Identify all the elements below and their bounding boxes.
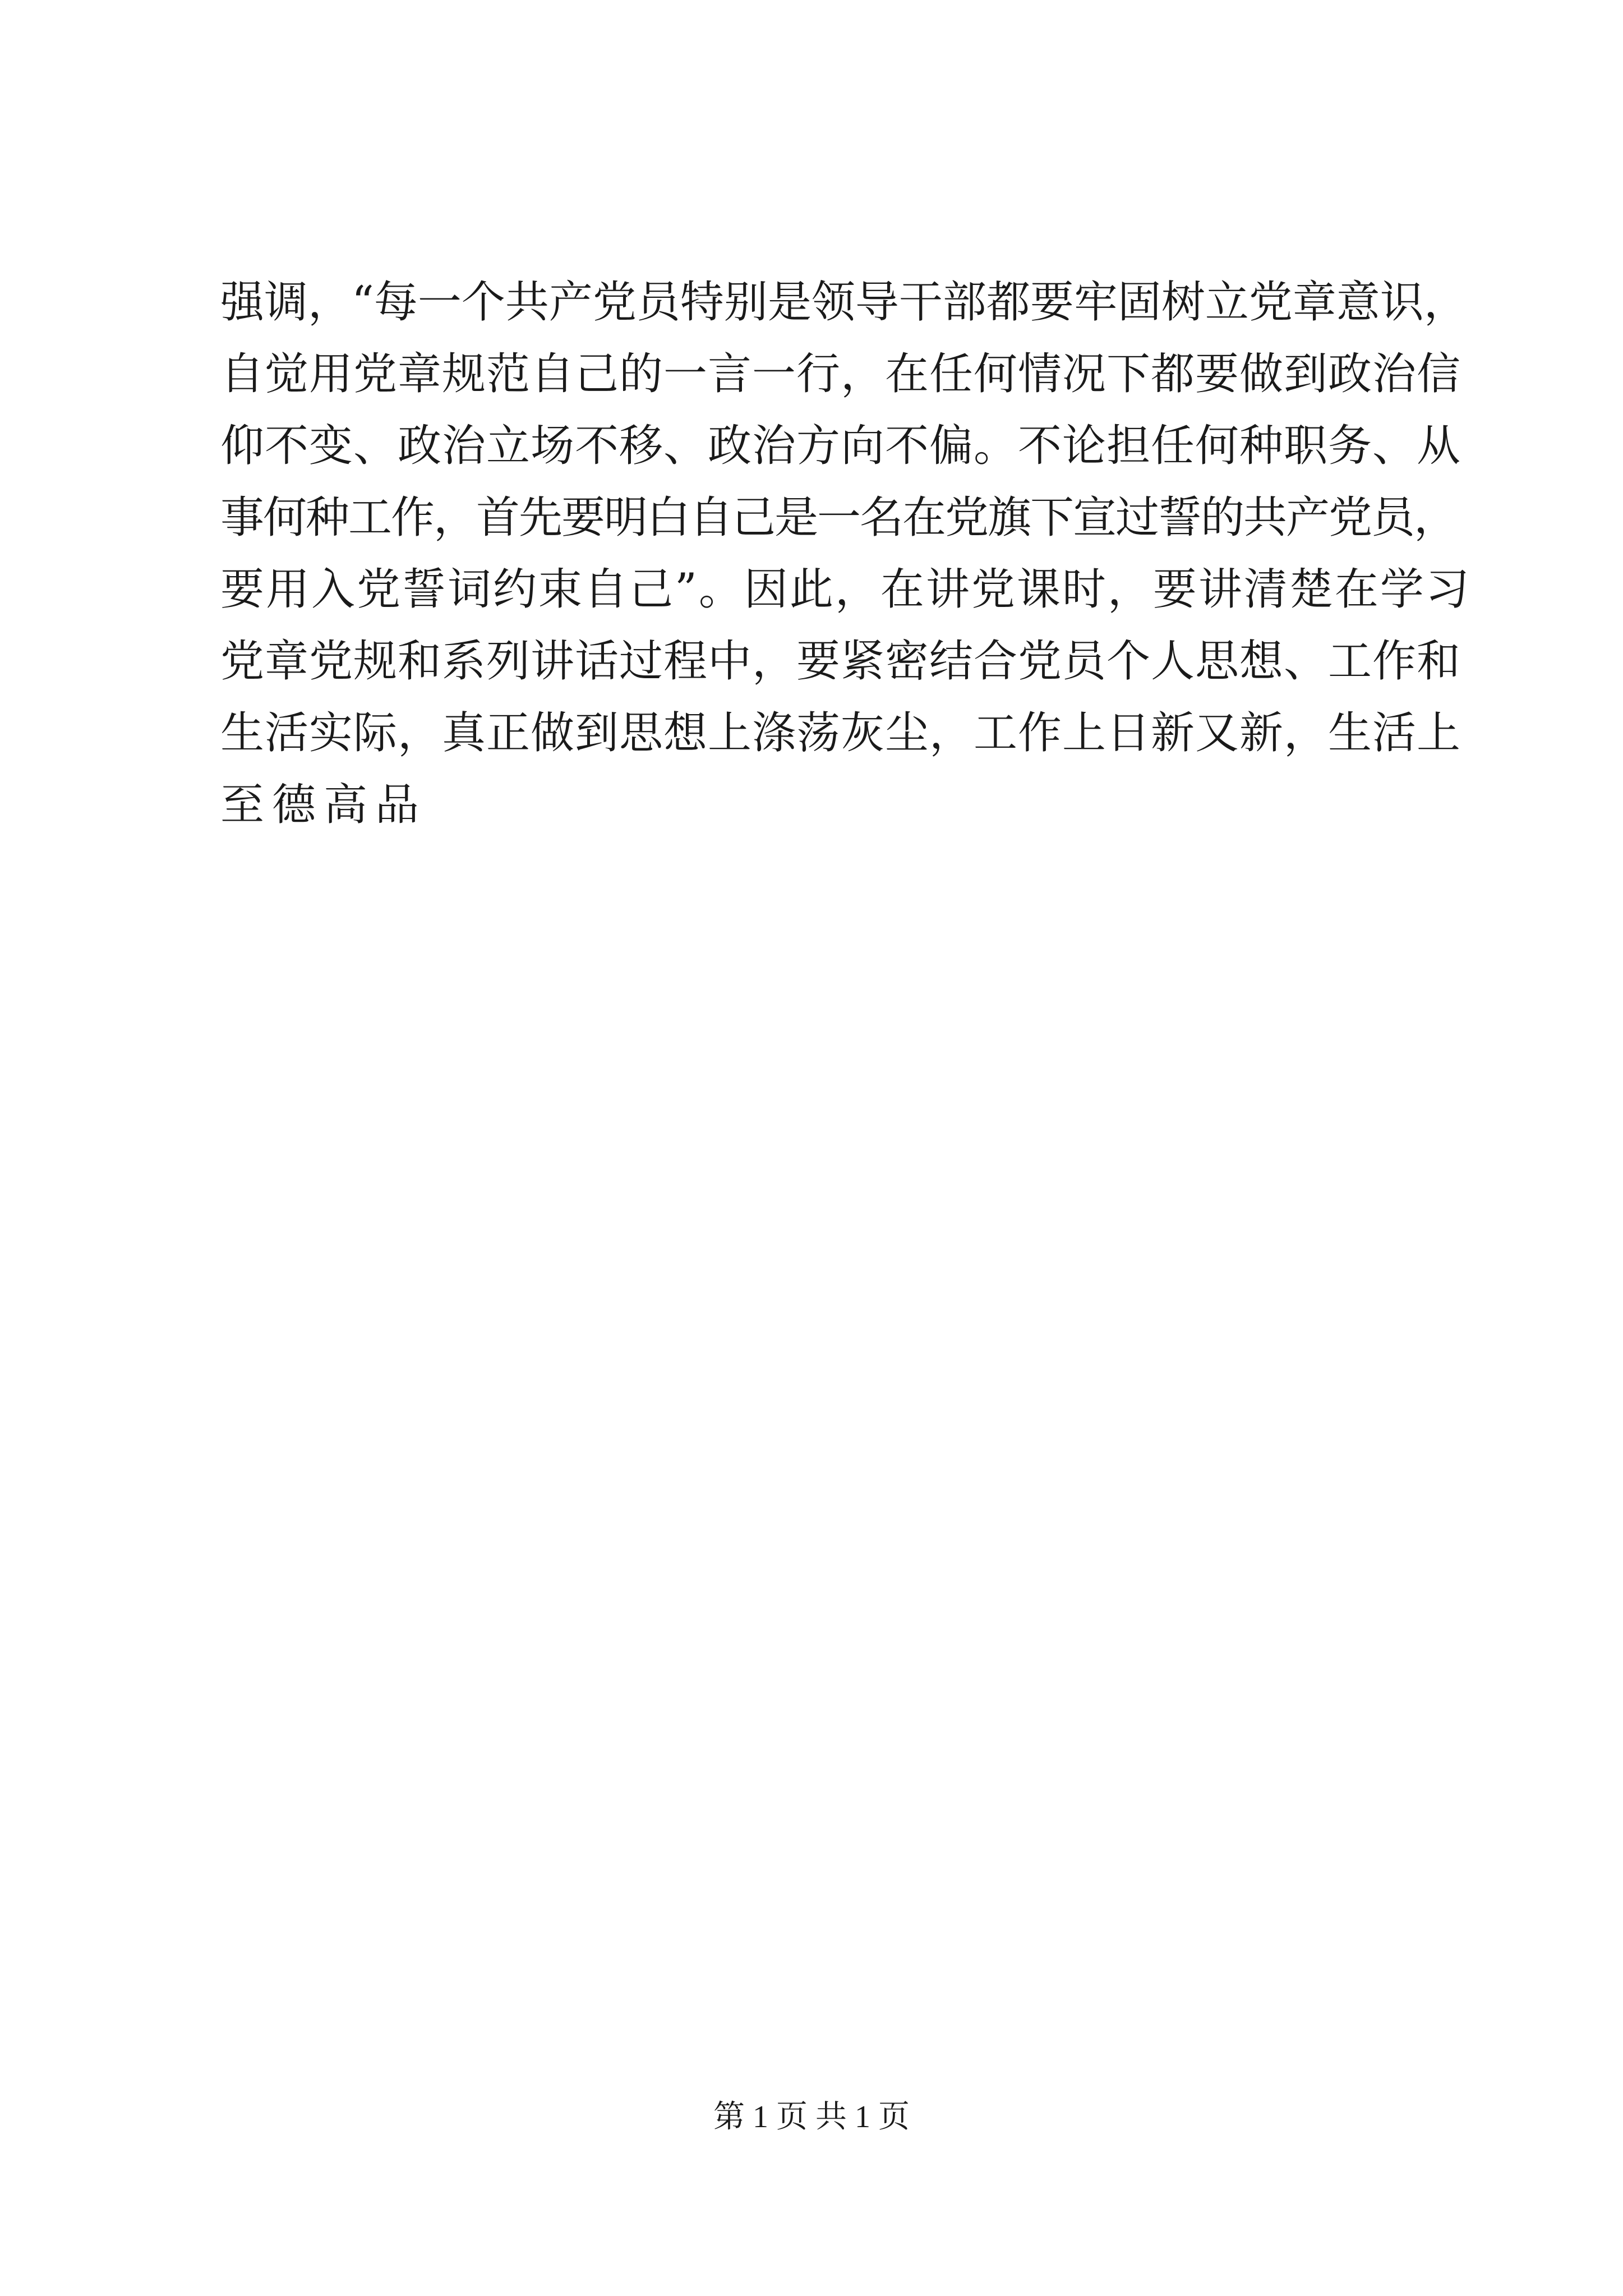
- text-line: 至德高品: [220, 780, 427, 830]
- text-line: 要用入党誓词约束自己”。因此，在讲党课时，要讲清楚在学习: [220, 564, 1471, 615]
- text-line: 事何种工作，首先要明白自己是一名在党旗下宣过誓的共产党员，: [220, 493, 1457, 543]
- text-line: 自觉用党章规范自己的一言一行，在任何情况下都要做到政治信: [220, 349, 1461, 399]
- body-paragraph: [220, 266, 1471, 841]
- text-line: 强调，“每一个共产党员特别是领导干部都要牢固树立党章意识，: [220, 277, 1468, 328]
- text-line: 仰不变、政治立场不移、政治方向不偏。不论担任何种职务、从: [220, 421, 1461, 471]
- page-footer: 第 1 页 共 1 页: [713, 2100, 910, 2134]
- text-line: 党章党规和系列讲话过程中，要紧密结合党员个人思想、工作和: [220, 636, 1461, 687]
- text-line: 生活实际，真正做到思想上涤荡灰尘，工作上日新又新，生活上: [220, 708, 1461, 758]
